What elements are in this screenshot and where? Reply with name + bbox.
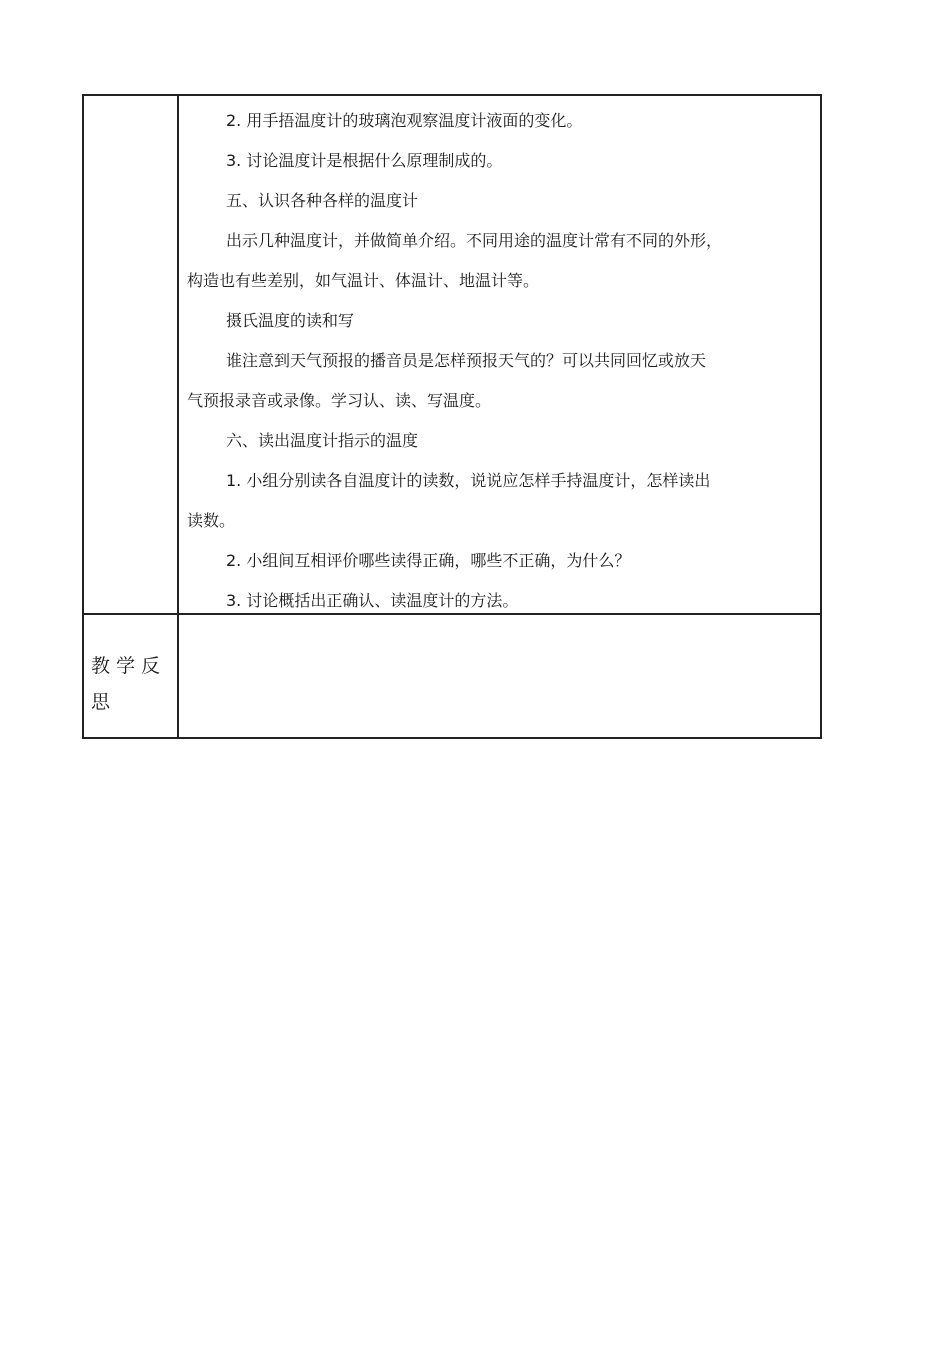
section-heading: 五、认识各种各样的温度计 xyxy=(226,191,419,210)
content-line: 气预报录音或录像。学习认、读、写温度。 xyxy=(187,391,492,410)
content-line: 2. 小组间互相评价哪些读得正确，哪些不正确，为什么？ xyxy=(226,551,631,570)
reflection-cell xyxy=(187,623,807,733)
content-line: 谁注意到天气预报的播音员是怎样预报天气的？可以共同回忆或放天 xyxy=(226,351,707,370)
reflection-label: 教学反思 xyxy=(91,655,167,713)
content-line: 2. 用手捂温度计的玻璃泡观察温度计液面的变化。 xyxy=(226,111,583,130)
content-line: 3. 讨论温度计是根据什么原理制成的。 xyxy=(226,151,503,170)
content-line: 1. 小组分别读各自温度计的读数，说说应怎样手持温度计，怎样读出 xyxy=(226,471,711,490)
lesson-plan-table xyxy=(82,94,822,739)
content-line: 3. 讨论概括出正确认、读温度计的方法。 xyxy=(226,591,519,610)
column-divider xyxy=(177,96,179,737)
content-line: 构造也有些差别，如气温计、体温计、地温计等。 xyxy=(187,271,540,290)
content-line: 出示几种温度计，并做简单介绍。不同用途的温度计常有不同的外形， xyxy=(226,231,723,250)
section-heading: 摄氏温度的读和写 xyxy=(226,311,355,330)
content-line: 读数。 xyxy=(187,511,236,530)
section-heading: 六、读出温度计指示的温度 xyxy=(226,431,419,450)
